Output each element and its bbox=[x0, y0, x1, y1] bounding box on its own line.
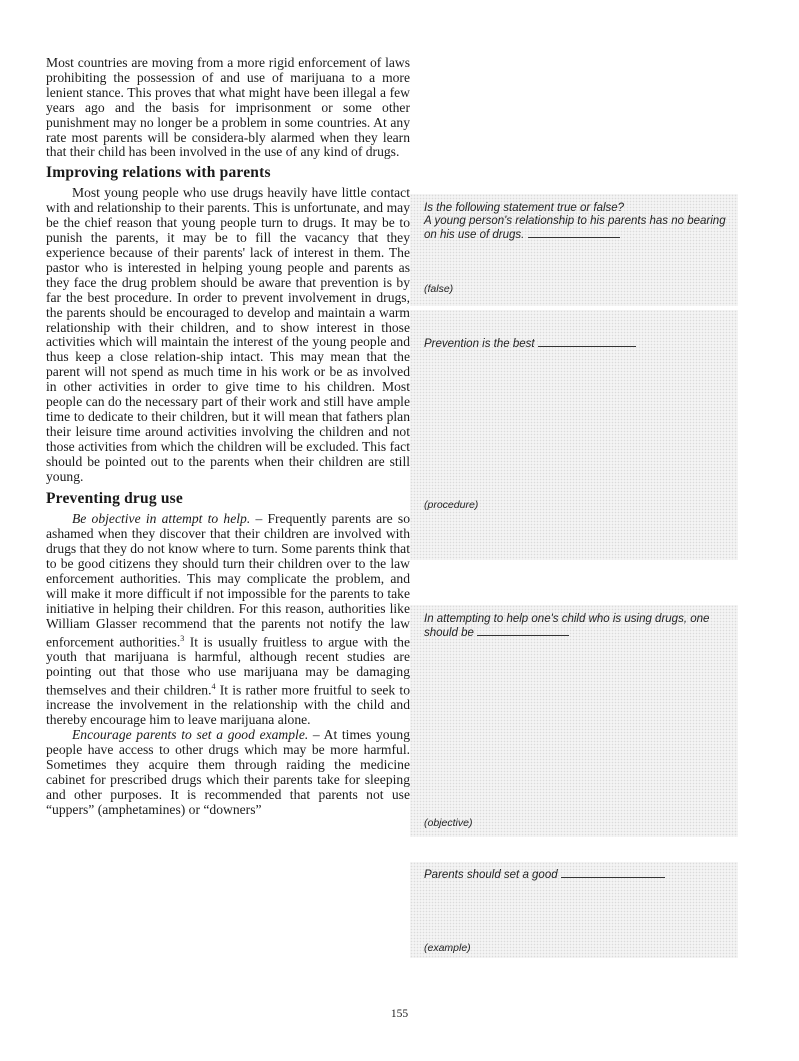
frame-question bbox=[410, 194, 738, 242]
footnote-ref: 4 bbox=[211, 681, 216, 691]
frame-question bbox=[410, 310, 738, 351]
frame-question-line: A young person's relationship to his parents has no bearing on his use of drugs. bbox=[424, 215, 726, 241]
answer-blank bbox=[477, 626, 569, 636]
frame-question-line: In attempting to help one's child who is using drugs, one should be bbox=[424, 613, 710, 639]
footnote-ref: 3 bbox=[180, 633, 185, 643]
paragraph-be-objective bbox=[46, 512, 410, 728]
frame-question-line: Is the following statement true or false? bbox=[424, 202, 625, 214]
frame-1 bbox=[410, 194, 738, 306]
heading-improving-relations: Improving relations with parents bbox=[46, 164, 271, 182]
frame-question-line: Prevention is the best bbox=[424, 338, 535, 350]
paragraph-good-example bbox=[46, 728, 410, 817]
paragraph-text: It is usually fruitless to argue with the youth that marijuana is harmful, although recent studies are pointing out that those who use marijuana may be damaging themselves and their children. bbox=[46, 634, 410, 698]
paragraph-lead: Encourage parents to set a good example. bbox=[72, 727, 309, 743]
answer-blank bbox=[538, 337, 636, 347]
frame-question bbox=[410, 862, 738, 882]
paragraph-improving-relations: Most young people who use drugs heavily have little contact with and relationship to their parents. This is unfortunate, and may be the chief reason that young people turn to drugs. It may be to punish the parents, it may be to fill the vacancy that they experience because of their parents' lack of interest in them. The pastor who is interested in helping young people and parents as they face the drug problem should be aware that prevention is by far the best procedure. In order to prevent involvement in drugs, the parents should be encouraged to develop and maintain a warm relationship with their children, and to show interest in those activities which will maintain the interest of the young people and thus keep a close relation-ship intact. This may mean that the parent will not spend as much time in his work or be as involved in other activities in order to give time to his children. Most people can do the necessary part of their work and still have ample time to dedicate to their children, but it will mean that fathers plan their leisure time around activities involving the children and not those activities from which the children will be excluded. This fact should be pointed out to the parents when their children are still young. bbox=[46, 185, 410, 484]
frame-question bbox=[410, 605, 738, 640]
frame-answer: (false) bbox=[424, 283, 454, 295]
paragraph-text: – Frequently parents are so ashamed when they discover that their children are involved with drugs that they do not know where to turn. Some parents think that to be good citizens they should turn their children over to the law enforcement authorities. This may complicate the problem, and will make it more difficult if not impossible for the parents to take initiative in helping their children. For this reason, authorities like William Glasser recommend that the parents not notify the law enforcement authorities. bbox=[46, 511, 410, 650]
paragraph-lead: Be objective in attempt to help. bbox=[72, 511, 251, 527]
frame-question-line: Parents should set a good bbox=[424, 869, 558, 881]
frame-answer: (procedure) bbox=[424, 499, 479, 511]
intro-paragraph: Most countries are moving from a more rigid enforcement of laws prohibiting the possession of and use of marijuana to a more lenient stance. This proves that what might have been illegal a few years ago and the basis for imprisonment or some other punishment may no longer be a problem in some countries. At any rate most parents will be considera-bly alarmed when they learn that their child has been involved in the use of any kind of drugs. bbox=[46, 55, 410, 160]
answer-blank bbox=[528, 228, 620, 238]
paragraph-text: – At times young people have access to other drugs which may be more harmful. Sometimes they acquire them through raiding the medicine cabinet for prescribed drugs which their parents take for sleeping and other purposes. It is recommended that parents not use “uppers” (amphetamines) or “downers” bbox=[46, 727, 410, 817]
frame-3 bbox=[410, 605, 738, 837]
main-column bbox=[46, 56, 410, 818]
page-number: 155 bbox=[390, 1008, 409, 1020]
frame-answer: (example) bbox=[424, 942, 471, 954]
heading-preventing-drug-use: Preventing drug use bbox=[46, 490, 183, 508]
frame-2 bbox=[410, 310, 738, 560]
frame-answer: (objective) bbox=[424, 817, 473, 829]
paragraph-text: It is rather more fruitful to seek to increase the involvement in the relationship with the child and thereby encourage him to leave marijuana alone. bbox=[46, 682, 410, 728]
answer-blank bbox=[561, 868, 665, 878]
frame-4 bbox=[410, 862, 738, 958]
